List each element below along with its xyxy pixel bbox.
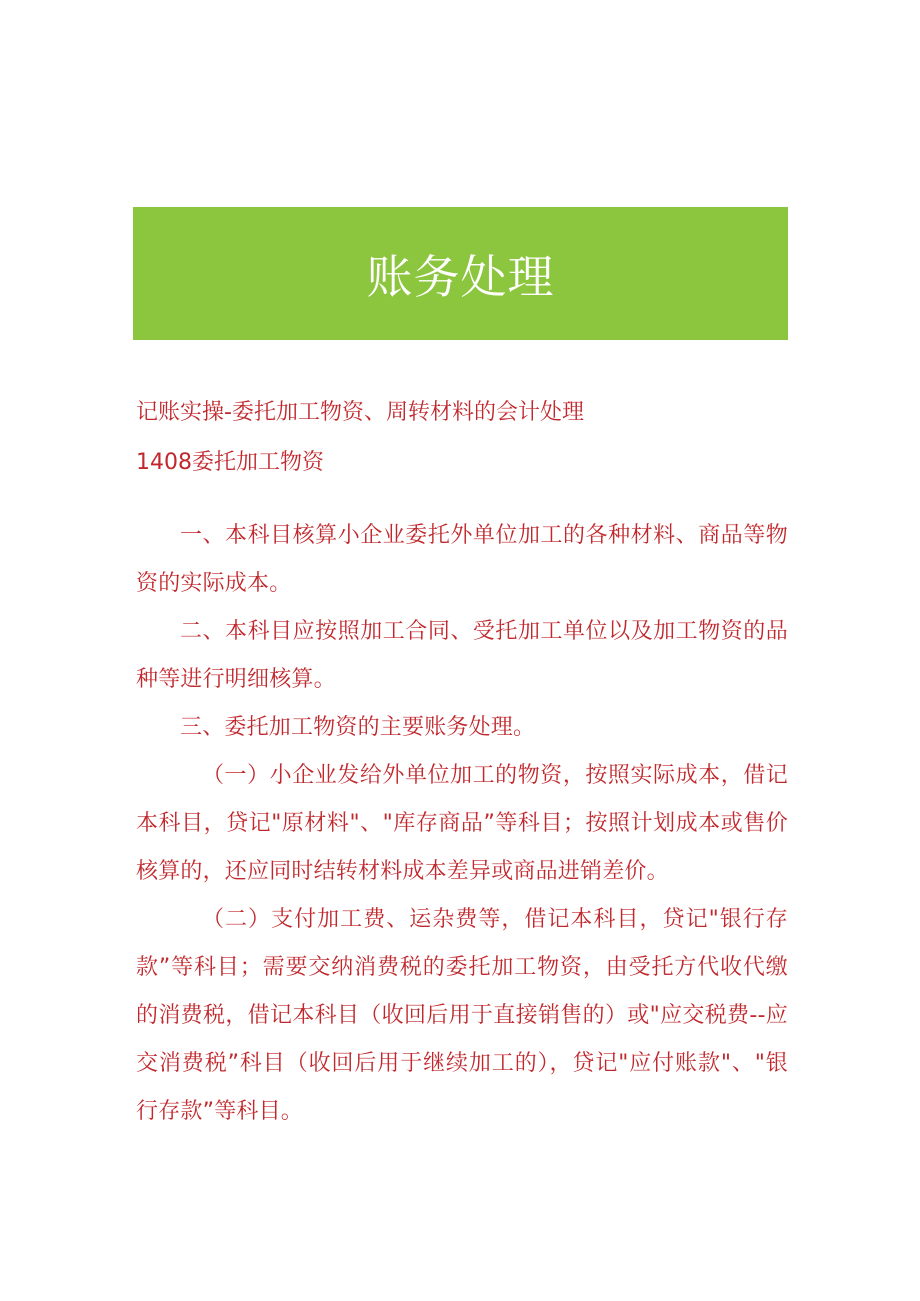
document-body: [136, 398, 788, 1136]
section-heading: 1408委托加工物资: [136, 450, 324, 475]
paragraph-1: 一、本科目核算小企业委托外单位加工的各种材料、商品等物资的实际成本。: [136, 523, 788, 596]
banner-title: 账务处理: [366, 249, 555, 304]
paragraph-4: （一）小企业发给外单位加工的物资，按照实际成本，借记本科目，贷记"原材料"、"库存商品”等科目；按照计划成本或售价核算的，还应同时结转材料成本差异或商品进销差价。: [136, 763, 788, 884]
paragraph-2: 二、本科目应按照加工合同、受托加工单位以及加工物资的品种等进行明细核算。: [136, 619, 788, 692]
document-subtitle: 记账实操-委托加工物资、周转材料的会计处理: [136, 400, 584, 425]
paragraph-5: （二）支付加工费、运杂费等，借记本科目，贷记"银行存款”等科目；需要交纳消费税的委托加工物资，由受托方代收代缴的消费税，借记本科目（收回后用于直接销售的）或"应交税费--应交消费税”科目（收回后用于继续加工的），贷记"应付账款"、"银行存款”等科目。: [136, 907, 788, 1124]
paragraph-3: 三、委托加工物资的主要账务处理。: [180, 715, 536, 740]
title-banner: [133, 207, 788, 340]
